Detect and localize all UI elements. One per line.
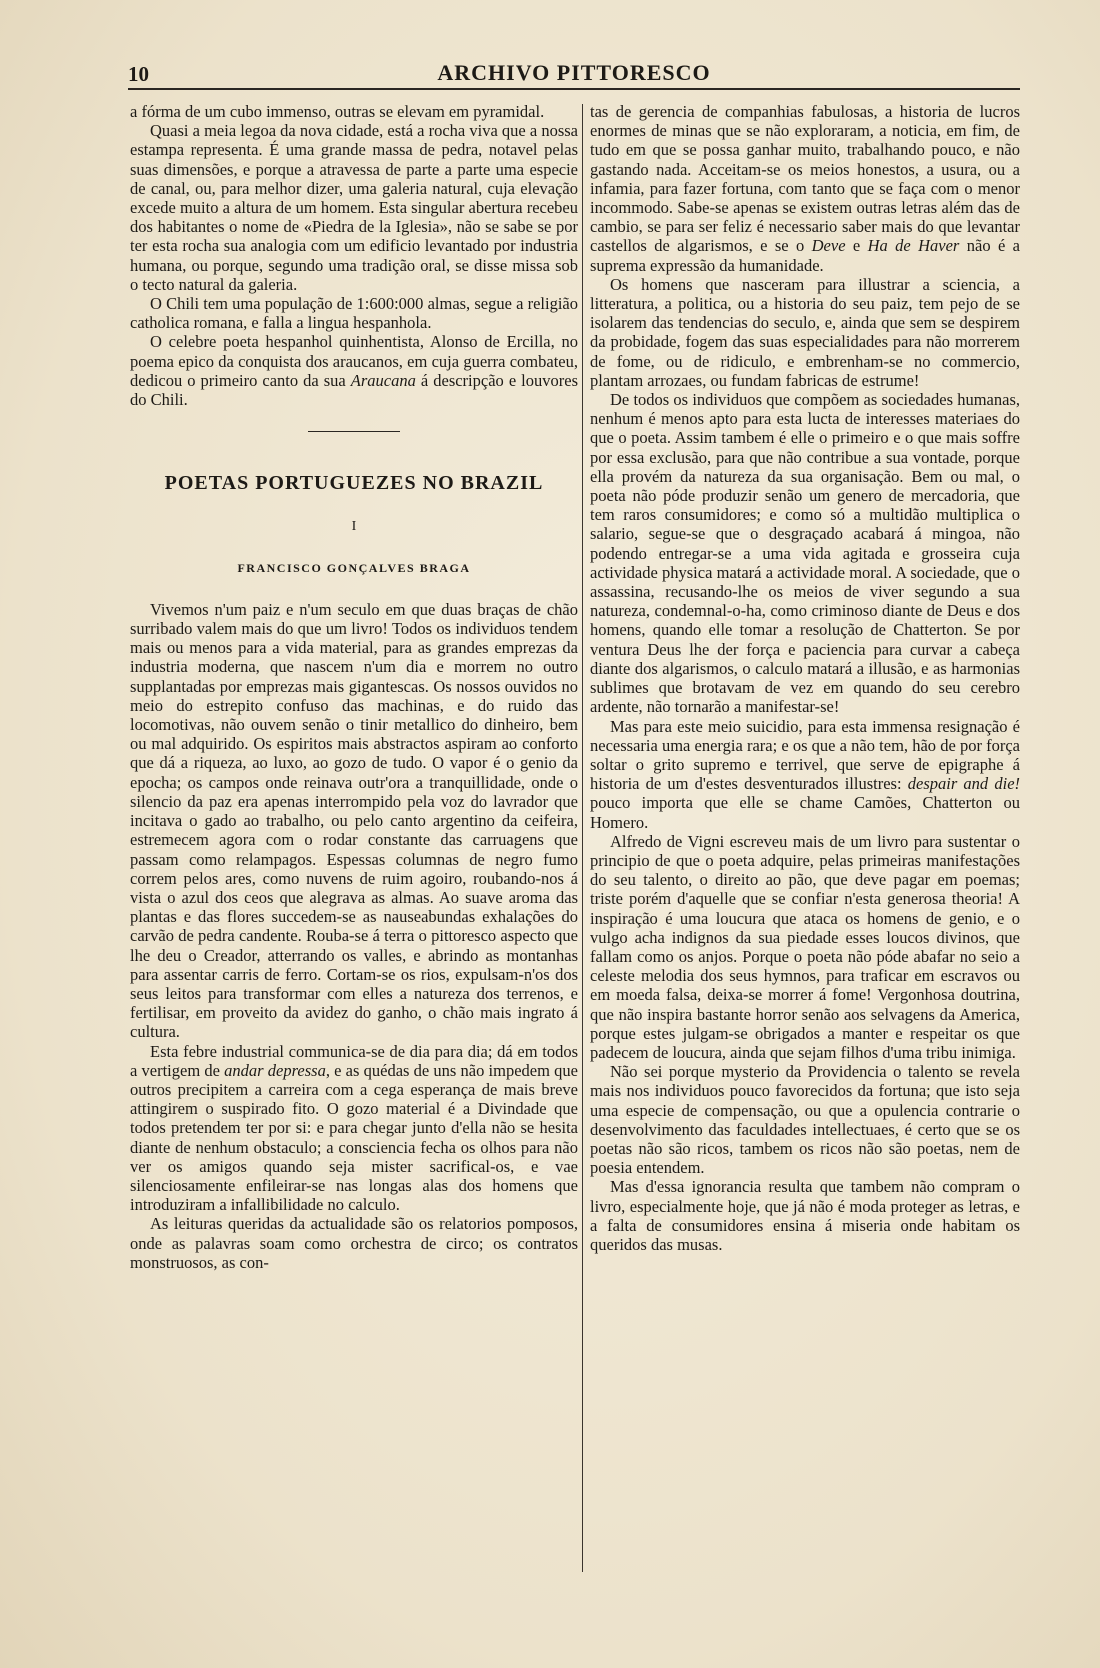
paragraph: a fórma de um cubo immenso, outras se elevam em pyramidal. (130, 102, 545, 121)
paragraph: Não sei porque mysterio da Providencia o talento se revela mais nos individuos pouco favorecidos da fortuna; que isto seja uma especie de compensação, ou que a opulencia contrarie o desenvolvimento das faculdades intellectuaes, é certo que se os poetas não são ricos, tambem os ricos não são poetas, nem de poesia entendem. (590, 1062, 1020, 1178)
text-run: , e as quédas de uns não impedem que outros precipitem a carreira com a cega esperança de mais breve attingirem o suspirado fito. O gozo material é a Divindade que todos pretendem ter por si: e para chegar junto d'ella não se hesita diante de nenhum obstaculo; a consciencia fecha os olhos para não ver os amigos quando seja mister sacrifical-os, e vae silenciosamente enfileirar-se nas longas alas dos homens que introduziram a infallibilidade no calculo. (130, 1060, 578, 1215)
italic-text: Deve (811, 236, 846, 256)
paragraph: Vivemos n'um paiz e n'um seculo em que duas braças de chão surribado valem mais do que um livro! Todos os individuos tendem mais ou menos para a vida material, para as grandes emprezas da industria moderna, que nascem n'um dia e morrem no outro supplantadas por emprezas mais gigantescas. Os nossos ouvidos no meio do estrepito confuso das machinas, e do ruido das locomotivas, não ouvem senão o tinir metallico do dinheiro, bem ou mal adquirido. Os espiritos mais abstractos aspiram ao conforto que dá a riqueza, ao luxo, ao gozo de tudo. O vapor é o genio da epocha; os campos onde reinava outr'ora a tranquillidade, onde o silencio da paz era apenas interrompido pela voz do lavrador que incitava o gado ao trabalho, ou pelo canto argentino da ceifeira, estremecem agora com o rodar constante das carruagens que passam como relampagos. Espessas columnas de negro fumo correm pelos ares, como nuvens de ruim agoiro, roubando-nos á vista o azul dos ceos que alegrava as almas. Ao suave aroma das plantas e das flores succedem-se as nauseabundas exhalações do carvão de pedra candente. Rouba-se á terra o pittoresco aspecto que lhe deu o Creador, atterrando os valles, e abrindo as montanhas para assentar carris de ferro. Cortam-se os rios, expulsam-n'os dos seus leitos para transformar com elles a natureza dos terrenos, e fertilisar, em proveito da avidez do ganho, o chão mais ingrato á cultura. (130, 599, 578, 1042)
page-number: 10 (128, 62, 149, 86)
paragraph (130, 1042, 578, 1215)
column-rule (582, 104, 583, 1572)
text-run: pouco importa que elle se chame Camões, Chatterton ou Homero. (590, 793, 1020, 832)
text-run: O celebre poeta hespanhol quinhentista, Alonso de Ercilla, no poema epico da conquista dos araucanos, em cuja guerra combateu, dedicou o primeiro canto da sua (130, 332, 578, 390)
author-name: FRANCISCO GONÇALVES BRAGA (237, 560, 471, 575)
text-run: tas de gerencia de companhias fabulosas, a historia de lucros enormes de minas que se não exploraram, a noticia, em fim, de tudo em que se possa ganhar muito, trabalhando pouco, e não gastando nada. Acceitam-se os meios honestos, a usura, ou a infamia, para fazer fortuna, com tanto que se faça com o menor incommodo. Sabe-se apenas se existem outras letras além das de cambio, se para ser feliz é necessario saber mais do que levantar castellos de algarismos, e se o (590, 102, 1020, 256)
text-run: á descripção e louvores do Chili. (130, 370, 578, 410)
paragraph: Os homens que nasceram para illustrar a sciencia, a litteratura, a politica, ou a historia do seu paiz, tem pejo de se isolarem das tendencias do seculo, e, ainda que sem se despirem da probidade, fogem das suas especialidades para não morrerem de fome, ou de ridiculo, e embrenham-se no commercio, plantam arrozaes, ou fundam fabricas de estrume! (590, 274, 1020, 390)
text-run: Esta febre industrial communica-se de dia para dia; dá em todos a vertigem de (130, 1041, 578, 1080)
page-header (128, 60, 1020, 90)
text-run: e (845, 236, 868, 256)
italic-text: Ha de Haver (867, 236, 960, 256)
italic-text: Araucana (350, 370, 416, 390)
paragraph (130, 332, 578, 409)
text-run: Mas para este meio suicidio, para esta immensa resignação é necessaria uma energia rara; e os que a não tem, hão de por força soltar o grito supremo e terrivel, que serve de epigraphe á historia de um d'estes desventurados illustres: (590, 716, 1020, 794)
section-number: I (351, 519, 357, 535)
running-title: ARCHIVO PITTORESCO (437, 60, 711, 85)
right-column (590, 102, 1020, 1254)
paragraph: Quasi a meia legoa da nova cidade, está a rocha viva que a nossa estampa representa. É uma grande massa de pedra, notavel pelas suas dimensões, e porque a atravessa de parte a parte uma especie de canal, ou, para melhor dizer, uma galeria natural, cuja elevação excede muito a altura de um homem. Esta singular abertura recebeu dos habitantes o nome de «Piedra de la Iglesia», não se sabe se por ter esta rocha sua analogia com um edificio levantado por industria humana, ou porque, segundo uma tradição oral, se disse missa sob o tecto natural da galeria. (130, 121, 578, 294)
left-column (130, 102, 578, 1272)
paragraph (590, 102, 1020, 275)
text-run: não é a suprema expressão da humanidade. (590, 236, 1020, 275)
section-divider (308, 431, 400, 432)
paragraph: Mas d'essa ignorancia resulta que tambem não compram o livro, especialmente hoje, que já não é moda proteger as letras, e a falta de consumidores ensina á miseria onde habitam os queridos das musas. (590, 1177, 1020, 1254)
paragraph: Alfredo de Vigni escreveu mais de um livro para sustentar o principio de que o poeta adquire, pelas primeiras manifestações do seu talento, o direito ao pão, que deve pagar em poemas; triste porém d'aquelle que se confiar n'esta generosa theoria! A inspiração é uma loucura que ataca os homens de genio, e o vulgo acha indignos da sua piedade esses loucos divinos, que fallam como os anjos. Porque o poeta não póde abafar no seio a celeste melodia dos seus hymnos, para traficar em escravos ou em moeda falsa, deixa-se morrer á fome! Vergonhosa doutrina, que não inspira bastante horror senão aos selvagens da America, porque estes julgam-se obrigados a manter e respeitar os que padecem de loucura, ainda que sejam filhos d'uma tribu inimiga. (590, 831, 1020, 1062)
paragraph: De todos os individuos que compõem as sociedades humanas, nenhum é menos apto para esta lucta de interesses materiaes do que o poeta. Assim tambem é elle o primeiro e o que mais soffre por essa exclusão, para que não contribue a sua vontade, porque ella provém da natureza da sua organisação. Bem ou mal, o poeta não póde produzir senão um genero de mercadoria, que tem raros consumidores; e como só a multidão multiplica o salario, segue-se que o desgraçado acabará á mingoa, não podendo entregar-se a uma vida agitada e grosseira cuja actividade physica matará a actividade moral. A sociedade, que o assassina, recusando-lhe os meios de viver segundo a sua natureza, condemnal-o-ha, como criminoso diante de Deus e dos homens, quando elle tomar a resolução de Chatterton. Se por ventura Deus lhe der força e paciencia para curvar a cabeça diante dos algarismos, o calculo matará a illusão, e as harmonias sublimes que brotavam de vez em quando do seu cerebro ardente, não tornarão a manifestar-se! (590, 390, 1020, 717)
paragraph (590, 717, 1020, 832)
paragraph: As leituras queridas da actualidade são os relatorios pomposos, onde as palavras soam como orchestra de circo; os contratos monstruosos, as con- (130, 1214, 578, 1272)
section-title: POETAS PORTUGUEZES NO BRAZIL (164, 472, 544, 495)
paragraph: O Chili tem uma população de 1:600:000 almas, segue a religião catholica romana, e falla a lingua hespanhola. (130, 294, 578, 333)
italic-text: despair and die! (907, 774, 1021, 794)
italic-text: andar depressa (224, 1060, 326, 1080)
